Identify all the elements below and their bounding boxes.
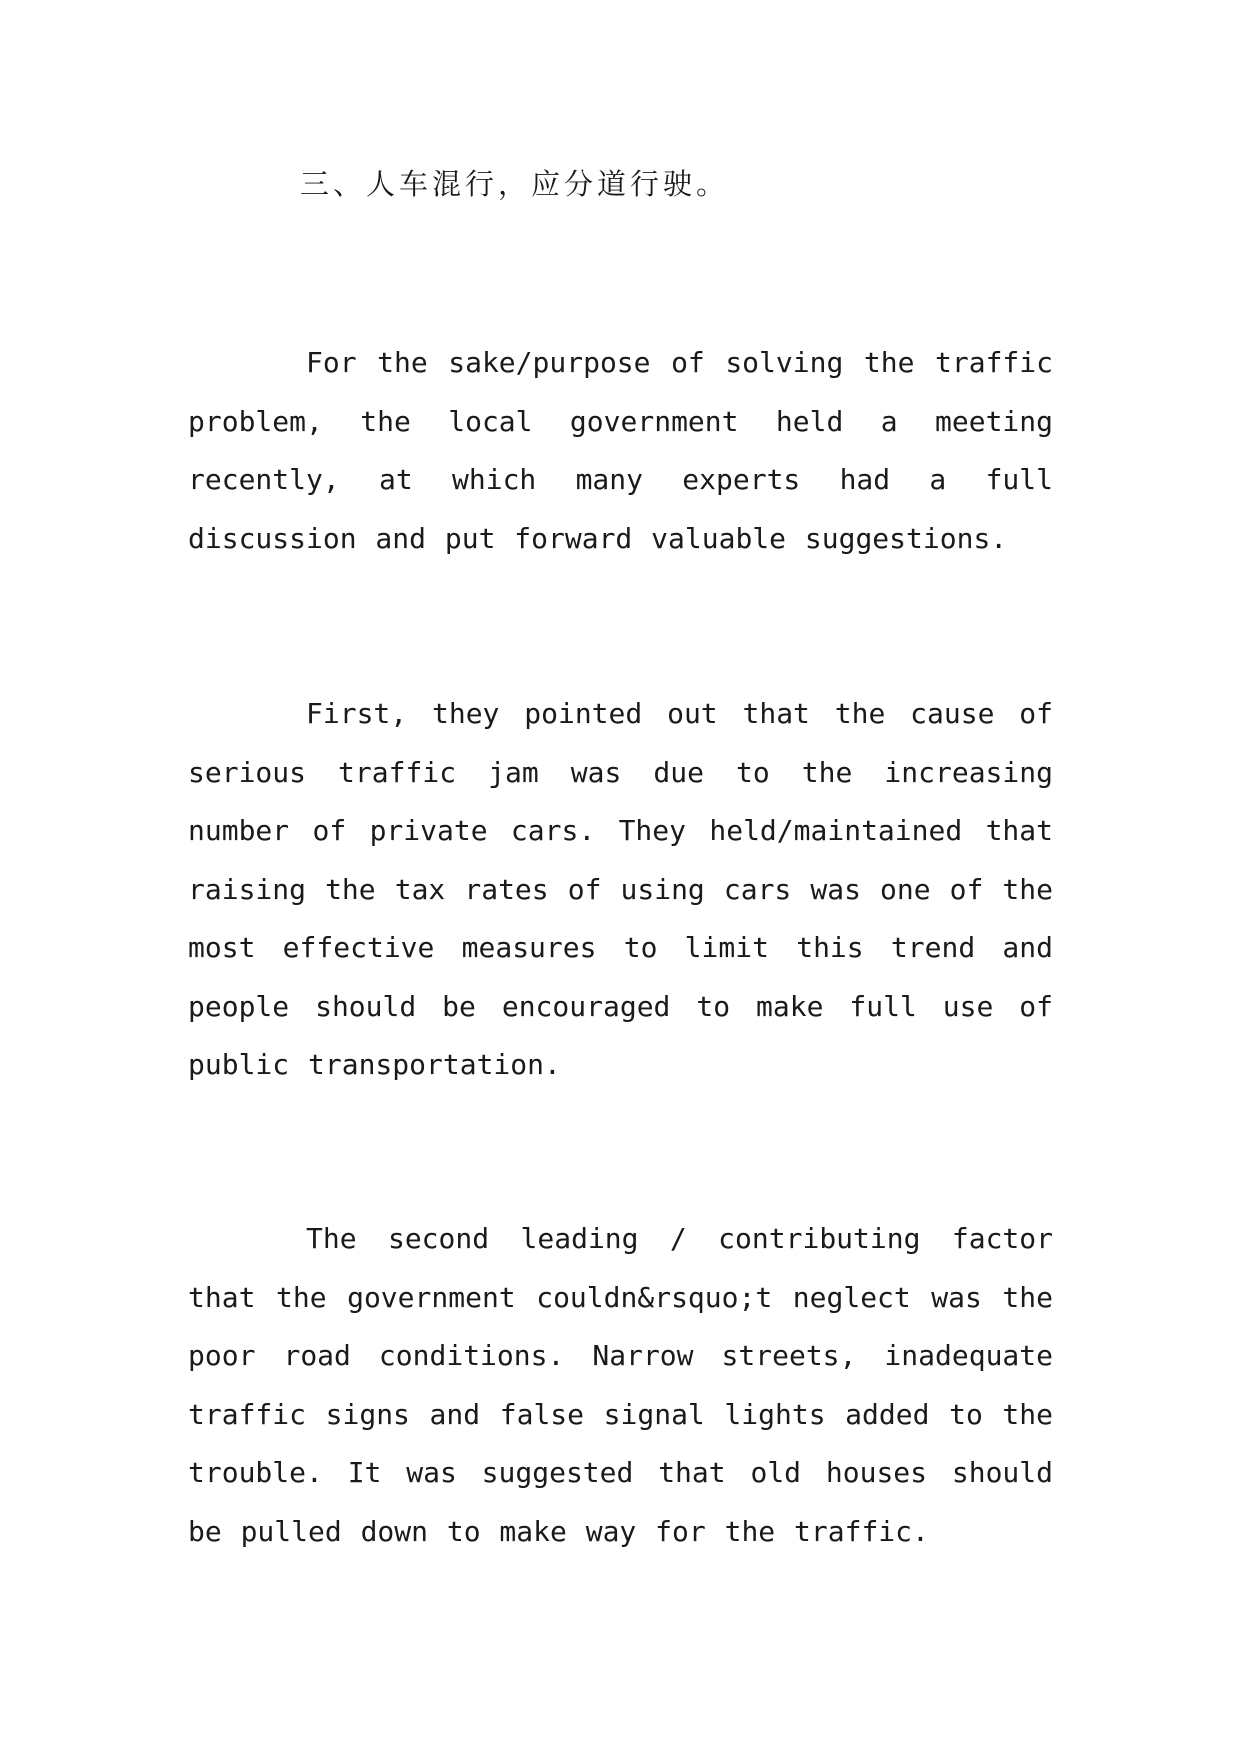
section-heading: 三、人车混行，应分道行驶。: [300, 167, 730, 201]
paragraph-second-point: The second leading / contributing factor that the government couldn&rsquo;t neglect was the poor road conditions. Narrow streets, inadequate traffic signs and false signal lights added to the trouble. It was suggested that old houses should be pulled down to make way for the traffic.: [188, 1222, 1053, 1548]
paragraph-introduction: For the sake/purpose of solving the traffic problem, the local government held a meeting recently, at which many experts had a full discussion and put forward valuable suggestions.: [188, 346, 1053, 555]
paragraph-first-point: First, they pointed out that the cause of serious traffic jam was due to the increasing number of private cars. They held/maintained that raising the tax rates of using cars was one of the most effective measures to limit this trend and people should be encouraged to make full use of public transportation.: [188, 697, 1053, 1081]
